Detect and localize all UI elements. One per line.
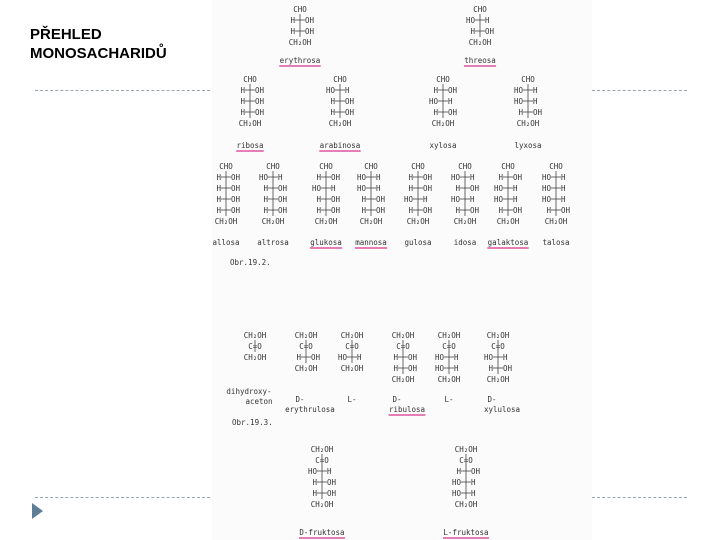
ketose-7-group: CH₂OH (454, 500, 478, 509)
ketose-3-sub-right: OH (408, 364, 418, 373)
hexose-mannosa-sub-right: H (376, 184, 381, 193)
label-altrosa: altrosa (257, 238, 289, 247)
hexose-galaktosa-sub-left: H (498, 206, 503, 215)
hexose-mannosa-group: CH₂OH (359, 217, 383, 226)
label-threosa: threosa (464, 56, 496, 65)
label-galaktosa: galaktosa (487, 238, 529, 247)
hexose-mannosa-sub-right: OH (376, 206, 386, 215)
hexose-allosa-sub-left: H (216, 206, 221, 215)
ketose-4-group: C=O (442, 342, 456, 351)
ketose-7-sub-left: HO (451, 489, 461, 498)
label-glukosa: glukosa (310, 238, 342, 247)
hexose-galaktosa-sub-left: H (498, 173, 503, 182)
ketose-6-group: CH₂OH (310, 445, 334, 454)
ketose-1-label-2: erythrulosa (285, 405, 335, 414)
tetrose-erythrosa-sub-right: OH (305, 16, 315, 25)
label-gulosa: gulosa (404, 238, 432, 247)
ketose-6-sub-left: H (312, 478, 317, 487)
ketose-7-sub-left: HO (451, 478, 461, 487)
hexose-mannosa-sub-right: OH (376, 195, 386, 204)
ketose-6-sub-right: OH (327, 478, 337, 487)
pentose-xylosa-sub-left: HO (428, 97, 438, 106)
ketose-3-sub-right: OH (408, 353, 418, 362)
hexose-altrosa-sub-left: H (263, 184, 268, 193)
tetrose-erythrosa-group: CH₂OH (288, 38, 312, 47)
tetrose-threosa-sub-right: OH (485, 27, 495, 36)
hexose-glukosa-sub-left: H (316, 195, 321, 204)
ketose-5-group: CH₂OH (486, 375, 510, 384)
pentose-ribosa-group: CHO (243, 75, 257, 84)
hexose-gulosa-sub-left: H (408, 173, 413, 182)
tetrose-erythrosa-sub-right: OH (305, 27, 315, 36)
pentose-lyxosa-sub-right: H (533, 86, 538, 95)
hexose-altrosa-sub-left: H (263, 195, 268, 204)
hexose-idosa-group: CH₂OH (453, 217, 477, 226)
hexose-allosa-sub-left: H (216, 184, 221, 193)
pentose-xylosa-sub-right: OH (448, 86, 458, 95)
pentose-xylosa-group: CHO (436, 75, 450, 84)
ketose-5-label-2: xylulosa (483, 405, 521, 414)
ketose-3-label-1: D- (392, 395, 402, 404)
hexose-allosa-group: CHO (219, 162, 233, 171)
ketose-3-sub-left: H (393, 353, 398, 362)
hexose-allosa-sub-left: H (216, 173, 221, 182)
pentose-arabinosa-sub-left: H (330, 108, 335, 117)
hexose-talosa-sub-left: HO (541, 173, 551, 182)
hexose-talosa-sub-right: H (561, 195, 566, 204)
hexose-glukosa-sub-right: OH (331, 206, 341, 215)
ketose-0-group: CH₂OH (243, 353, 267, 362)
hexose-altrosa-sub-right: OH (278, 195, 288, 204)
hexose-glukosa-sub-right: OH (331, 195, 341, 204)
hexose-gulosa-sub-right: H (423, 195, 428, 204)
hexose-talosa-group: CH₂OH (544, 217, 568, 226)
hexose-glukosa-sub-right: H (331, 184, 336, 193)
ketose-4-sub-left: HO (434, 353, 444, 362)
ketose-2-sub-right: H (357, 353, 362, 362)
pentose-arabinosa-sub-right: H (345, 86, 350, 95)
hexose-altrosa-group: CH₂OH (261, 217, 285, 226)
pentose-lyxosa-sub-right: OH (533, 108, 543, 117)
hexose-talosa-sub-right: OH (561, 206, 571, 215)
pentose-lyxosa-group: CH₂OH (516, 119, 540, 128)
ketose-4-group: CH₂OH (437, 331, 461, 340)
hexose-allosa-sub-left: H (216, 195, 221, 204)
ketose-5-sub-left: H (488, 364, 493, 373)
pentose-arabinosa-sub-right: OH (345, 97, 355, 106)
ketose-5-group: C=O (491, 342, 505, 351)
hexose-gulosa-group: CHO (411, 162, 425, 171)
ketose-5-sub-right: OH (503, 364, 513, 373)
hexose-gulosa-sub-right: OH (423, 173, 433, 182)
hexose-talosa-group: CHO (549, 162, 563, 171)
ketose-2-sub-left: HO (337, 353, 347, 362)
ketose-1-group: CH₂OH (294, 331, 318, 340)
ketose-4-sub-left: HO (434, 364, 444, 373)
label-ribosa: ribosa (236, 141, 264, 150)
label-xylosa: xylosa (429, 141, 457, 150)
tetrose-erythrosa-sub-left: H (290, 27, 295, 36)
hexose-galaktosa-sub-right: OH (513, 173, 523, 182)
hexose-idosa-sub-left: H (455, 206, 460, 215)
hexose-galaktosa-sub-right: H (513, 195, 518, 204)
ketose-1-label-1: D- (295, 395, 305, 404)
ketose-7-group: C=O (459, 456, 473, 465)
hexose-altrosa-sub-right: OH (278, 184, 288, 193)
hexose-talosa-sub-left: HO (541, 195, 551, 204)
pentose-ribosa-sub-right: OH (255, 86, 265, 95)
figure-19-2-caption: Obr.19.2. (230, 258, 271, 267)
hexose-galaktosa-group: CHO (501, 162, 515, 171)
ketose-4-sub-right: H (454, 353, 459, 362)
label-erythrosa: erythrosa (279, 56, 321, 65)
ketose-5-sub-left: HO (483, 353, 493, 362)
hexose-gulosa-sub-left: HO (403, 195, 413, 204)
tetrose-threosa-sub-left: H (470, 27, 475, 36)
label-idosa: idosa (453, 238, 477, 247)
pentose-xylosa-sub-right: H (448, 97, 453, 106)
hexose-glukosa-sub-right: OH (331, 173, 341, 182)
pentose-ribosa-sub-left: H (240, 86, 245, 95)
ketose-6-sub-right: H (327, 467, 332, 476)
ketose-0-group: CH₂OH (243, 331, 267, 340)
ketose-3-group: C=O (396, 342, 410, 351)
hexose-gulosa-group: CH₂OH (406, 217, 430, 226)
ketose-5-sub-right: H (503, 353, 508, 362)
ketose-1-group: CH₂OH (294, 364, 318, 373)
ketose-5-group: CH₂OH (486, 331, 510, 340)
pentose-lyxosa-sub-right: H (533, 97, 538, 106)
hexose-idosa-sub-left: HO (450, 195, 460, 204)
hexose-talosa-sub-right: H (561, 173, 566, 182)
hexose-idosa-sub-right: OH (470, 206, 480, 215)
tetrose-threosa-group: CHO (473, 5, 487, 14)
hexose-idosa-sub-right: H (470, 173, 475, 182)
pentose-xylosa-sub-left: H (433, 108, 438, 117)
pentose-lyxosa-group: CHO (521, 75, 535, 84)
ketose-0-label-2: aceton (245, 397, 273, 406)
label-mannosa: mannosa (355, 238, 387, 247)
hexose-glukosa-sub-left: H (316, 206, 321, 215)
hexose-glukosa-group: CHO (319, 162, 333, 171)
pentose-arabinosa-sub-left: H (330, 97, 335, 106)
hexose-idosa-sub-left: HO (450, 173, 460, 182)
hexose-idosa-sub-right: H (470, 195, 475, 204)
hexose-idosa-sub-left: H (455, 184, 460, 193)
hexose-mannosa-sub-left: HO (356, 173, 366, 182)
ketose-0-label-1: dihydroxy- (226, 387, 272, 396)
label-arabinosa: arabinosa (319, 141, 361, 150)
hexose-mannosa-sub-right: H (376, 173, 381, 182)
hexose-talosa-sub-left: H (546, 206, 551, 215)
ketose-7-label: L-fruktosa (443, 528, 489, 537)
tetrose-threosa-sub-left: HO (465, 16, 475, 25)
hexose-galaktosa-sub-right: H (513, 184, 518, 193)
label-lyxosa: lyxosa (514, 141, 542, 150)
hexose-talosa-sub-right: H (561, 184, 566, 193)
hexose-idosa-group: CHO (458, 162, 472, 171)
hexose-gulosa-sub-right: OH (423, 184, 433, 193)
ketose-0-group: C=O (248, 342, 262, 351)
hexose-altrosa-sub-right: OH (278, 206, 288, 215)
ketose-7-sub-left: H (456, 467, 461, 476)
hexose-allosa-sub-right: OH (231, 173, 241, 182)
pentose-arabinosa-group: CHO (333, 75, 347, 84)
pentose-lyxosa-sub-left: HO (513, 86, 523, 95)
ketose-1-sub-left: H (296, 353, 301, 362)
ketose-6-label: D-fruktosa (299, 528, 345, 537)
pentose-ribosa-sub-left: H (240, 108, 245, 117)
pentose-lyxosa-sub-left: HO (513, 97, 523, 106)
pentose-xylosa-sub-left: H (433, 86, 438, 95)
hexose-galaktosa-sub-right: OH (513, 206, 523, 215)
ketose-6-group: C=O (315, 456, 329, 465)
ketose-3-sub-left: H (393, 364, 398, 373)
ketose-2-group: CH₂OH (340, 331, 364, 340)
hexose-galaktosa-sub-left: HO (493, 195, 503, 204)
pentose-ribosa-sub-right: OH (255, 108, 265, 117)
ketose-7-sub-right: H (471, 478, 476, 487)
hexose-allosa-sub-right: OH (231, 206, 241, 215)
ketose-4-group: CH₂OH (437, 375, 461, 384)
hexose-glukosa-sub-left: H (316, 173, 321, 182)
label-talosa: talosa (542, 238, 570, 247)
ketose-7-group: CH₂OH (454, 445, 478, 454)
slide-title-line2: MONOSACHARIDŮ (30, 45, 167, 62)
ketose-6-sub-left: HO (307, 467, 317, 476)
ketose-6-sub-left: H (312, 489, 317, 498)
ketose-3-label-2: ribulosa (388, 405, 426, 414)
pentose-xylosa-group: CH₂OH (431, 119, 455, 128)
pentose-ribosa-sub-right: OH (255, 97, 265, 106)
ketose-7-sub-right: H (471, 489, 476, 498)
ketose-2-group: C=O (345, 342, 359, 351)
hexose-talosa-sub-left: HO (541, 184, 551, 193)
fischer-projections (212, 5, 570, 538)
pentose-xylosa-sub-right: OH (448, 108, 458, 117)
ketose-4-label: L- (444, 395, 454, 404)
tetrose-erythrosa-group: CHO (293, 5, 307, 14)
ketose-2-group: CH₂OH (340, 364, 364, 373)
hexose-allosa-group: CH₂OH (214, 217, 238, 226)
hexose-allosa-sub-right: OH (231, 195, 241, 204)
tetrose-threosa-sub-right: H (485, 16, 490, 25)
pentose-ribosa-sub-left: H (240, 97, 245, 106)
hexose-galaktosa-group: CH₂OH (496, 217, 520, 226)
ketose-3-group: CH₂OH (391, 331, 415, 340)
ketose-2-label: L- (347, 395, 357, 404)
label-allosa: allosa (212, 238, 240, 247)
ketose-6-sub-right: OH (327, 489, 337, 498)
tetrose-erythrosa-sub-left: H (290, 16, 295, 25)
ketose-4-sub-right: H (454, 364, 459, 373)
hexose-altrosa-sub-right: H (278, 173, 283, 182)
hexose-altrosa-sub-left: H (263, 206, 268, 215)
hexose-gulosa-sub-right: OH (423, 206, 433, 215)
ketose-5-label-1: D- (487, 395, 497, 404)
pentose-arabinosa-sub-right: OH (345, 108, 355, 117)
hexose-gulosa-sub-left: H (408, 206, 413, 215)
pentose-lyxosa-sub-left: H (518, 108, 523, 117)
ketose-1-group: C=O (299, 342, 313, 351)
hexose-idosa-sub-right: OH (470, 184, 480, 193)
hexose-gulosa-sub-left: H (408, 184, 413, 193)
tetrose-threosa-group: CH₂OH (468, 38, 492, 47)
hexose-altrosa-group: CHO (266, 162, 280, 171)
hexose-mannosa-sub-left: H (361, 195, 366, 204)
ketose-6-group: CH₂OH (310, 500, 334, 509)
ketose-3-group: CH₂OH (391, 375, 415, 384)
hexose-altrosa-sub-left: HO (258, 173, 268, 182)
pentose-arabinosa-sub-left: HO (325, 86, 335, 95)
pentose-ribosa-group: CH₂OH (238, 119, 262, 128)
hexose-glukosa-sub-left: HO (311, 184, 321, 193)
hexose-glukosa-group: CH₂OH (314, 217, 338, 226)
hexose-mannosa-sub-left: H (361, 206, 366, 215)
hexose-galaktosa-sub-left: HO (493, 184, 503, 193)
pentose-arabinosa-group: CH₂OH (328, 119, 352, 128)
hexose-mannosa-sub-left: HO (356, 184, 366, 193)
hexose-allosa-sub-right: OH (231, 184, 241, 193)
ketose-1-sub-right: OH (311, 353, 321, 362)
ketose-7-sub-right: OH (471, 467, 481, 476)
figure-19-3-caption: Obr.19.3. (232, 418, 273, 427)
hexose-mannosa-group: CHO (364, 162, 378, 171)
slide-title-line1: PŘEHLED (30, 26, 102, 43)
